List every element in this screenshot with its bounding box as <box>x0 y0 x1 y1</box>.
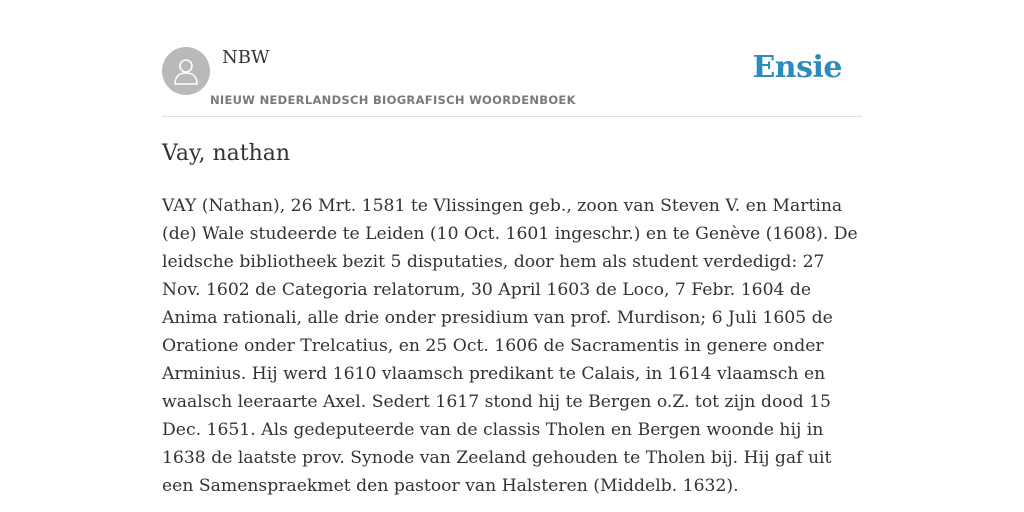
source-header <box>162 0 862 117</box>
entry-card <box>162 0 862 512</box>
avatar <box>162 47 210 95</box>
user-icon <box>173 57 199 85</box>
entry-title: Vay, nathan <box>162 141 291 166</box>
brand-logo[interactable]: Ensie <box>752 50 842 85</box>
source-name[interactable]: NBW <box>222 47 270 68</box>
entry-text: VAY (Nathan), 26 Mrt. 1581 te Vlissingen geb., zoon van Steven V. en Martina (de) Wale studeerde te Leiden (10 Oct. 1601 ingeschr.) en te Genève (1608). De leidsche bibliotheek bezit 5 disputaties, door hem als student verdedigd: 27 Nov. 1602 de Categoria relatorum, 30 April 1603 de Loco, 7 Febr. 1604 de Anima rationali, alle drie onder presidium van prof. Murdison; 6 Juli 1605 de Oratione onder Trelcatius, en 25 Oct. 1606 de Sacramentis in genere onder Arminius. Hij werd 1610 vlaamsch predikant te Calais, in 1614 vlaamsch en waalsch leeraarte Axel. Sedert 1617 stond hij te Bergen o.Z. tot zijn dood 15 Dec. 1651. Als gedeputeerde van de classis Tholen en Bergen woonde hij in 1638 de laatste prov. Synode van Zeeland gehouden te Tholen bij. Hij gaf uit een Samenspraekmet den pastoor van Halsteren (Middelb. 1632). <box>162 196 858 496</box>
source-full-name[interactable]: NIEUW NEDERLANDSCH BIOGRAFISCH WOORDENBOEK <box>210 93 576 107</box>
